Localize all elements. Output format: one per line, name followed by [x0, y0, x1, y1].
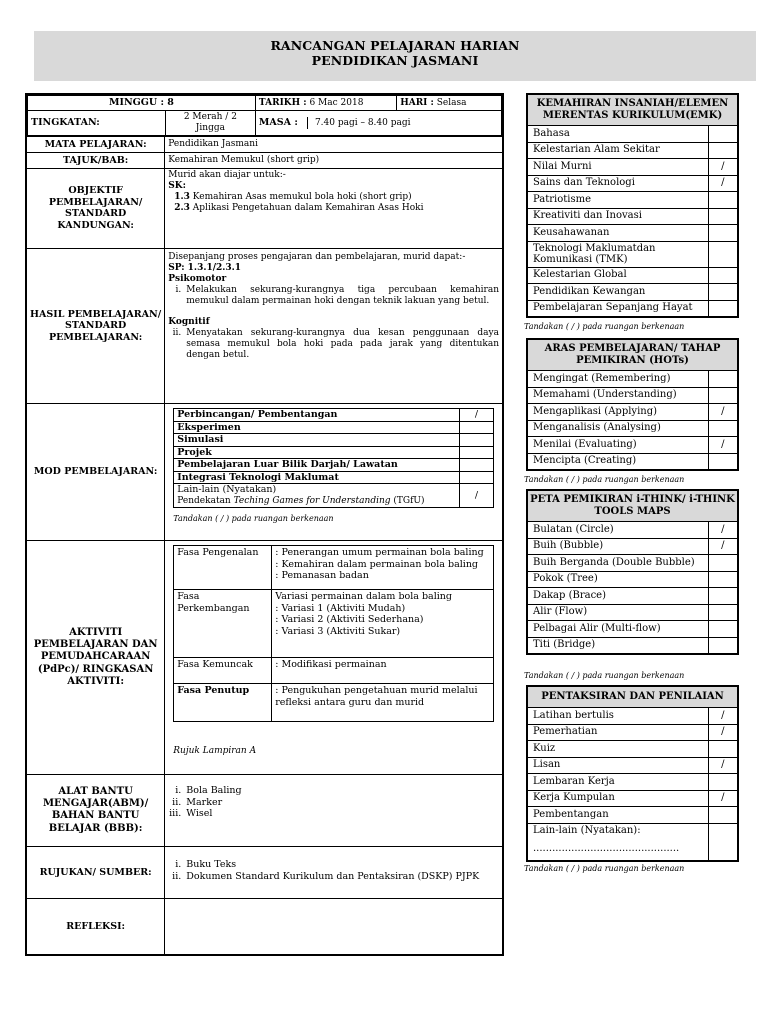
rujukan-content[interactable]	[165, 846, 503, 898]
hasil-label: HASIL PEMBELAJARAN/ STANDARD PEMBELAJARAN:	[26, 248, 165, 403]
emk-tick-cell[interactable]	[708, 208, 738, 225]
fasa-content[interactable]: Variasi permainan dalam bola baling : Variasi 1 (Aktiviti Mudah) : Variasi 2 (Aktiviti Sederhana) : Variasi 3 (Aktiviti Sukar)	[272, 589, 494, 657]
abm-item: ii. Marker	[172, 796, 223, 808]
masa-value: 7.40 pagi – 8.40 pagi	[314, 117, 411, 128]
pentaksiran-tick-cell[interactable]: /	[708, 708, 738, 725]
hasil-item-1: i. Melakukan sekurang-kurangnya tiga percubaan kemahiran memukul dalam permainan hoki dengan teknik lakuan yang betul.	[175, 284, 499, 306]
info-table	[27, 95, 502, 136]
objektif-intro: Murid akan diajar untuk:-	[168, 169, 286, 180]
abm-list	[168, 785, 499, 820]
emk-tick-cell[interactable]: /	[708, 159, 738, 176]
aktiviti-content	[165, 540, 503, 774]
objektif-sk: SK:	[168, 180, 186, 191]
ithink-table	[526, 489, 739, 655]
mod-tick-cell[interactable]	[460, 471, 494, 484]
pentaksiran-item: Pembentangan	[527, 807, 708, 824]
mod-tick-cell[interactable]	[460, 446, 494, 459]
ithink-tick-cell[interactable]	[708, 637, 738, 654]
mod-tick-cell[interactable]	[460, 434, 494, 447]
kognitif-heading: Kognitif	[168, 316, 210, 327]
ithink-item: Bulatan (Circle)	[527, 522, 708, 539]
abm-content[interactable]	[165, 774, 503, 846]
objektif-item: 1.3 Kemahiran Asas memukul bola hoki (short grip)	[174, 191, 412, 202]
hots-tick-cell[interactable]	[708, 371, 738, 388]
aktiviti-label: AKTIVITI PEMBELAJARAN DAN PEMUDAHCARAAN (PdPc)/ RINGKASAN AKTIVITI:	[26, 540, 165, 774]
hasil-item-2: ii. Menyatakan sekurang-kurangnya dua kesan penggunaan daya semasa memukul bola hoki pada pada jarak yang ditentukan dengan betul.	[172, 327, 499, 360]
emk-item: Pendidikan Kewangan	[527, 284, 708, 301]
tarikh-label: TARIKH :	[258, 97, 307, 108]
hots-tick-cell[interactable]: /	[708, 437, 738, 454]
title-line-1: RANCANGAN PELAJARAN HARIAN	[270, 38, 520, 53]
pentaksiran-item: Kuiz	[527, 741, 708, 758]
pentaksiran-tick-cell[interactable]	[708, 823, 738, 861]
pentaksiran-tick-cell[interactable]: /	[708, 757, 738, 774]
hots-item: Memahami (Understanding)	[527, 387, 708, 404]
objektif-item: 2.3 Aplikasi Pengetahuan dalam Kemahiran Asas Hoki	[174, 202, 424, 213]
emk-item: Bahasa	[527, 126, 708, 143]
emk-tick-cell[interactable]: /	[708, 175, 738, 192]
emk-item: Teknologi Maklumatdan Komunikasi (TMK)	[527, 241, 708, 267]
emk-note: Tandakan ( / ) pada ruangan berkenaan	[524, 322, 685, 331]
hari-value: Selasa	[436, 97, 467, 108]
tingkatan-value[interactable]: 2 Merah / 2 Jingga	[165, 111, 255, 136]
ithink-note: Tandakan ( / ) pada ruangan berkenaan	[524, 671, 685, 680]
hots-item: Mengingat (Remembering)	[527, 371, 708, 388]
hasil-sp: SP: 1.3.1/2.3.1	[168, 262, 242, 273]
ithink-tick-cell[interactable]	[708, 571, 738, 588]
tingkatan-label: TINGKATAN:	[28, 111, 166, 136]
fasa-name: Fasa Perkembangan	[174, 589, 272, 657]
ithink-header: PETA PEMIKIRAN i-THINK/ i-THINK TOOLS MAPS	[527, 490, 738, 522]
mod-item: Integrasi Teknologi Maklumat	[174, 471, 460, 484]
ithink-item: Buih Berganda (Double Bubble)	[527, 555, 708, 572]
ithink-item: Titi (Bridge)	[527, 637, 708, 654]
emk-table	[526, 93, 739, 318]
emk-item: Patriotisme	[527, 192, 708, 209]
mod-table	[173, 408, 494, 508]
refleksi-label: REFLEKSI:	[26, 898, 165, 955]
fasa-content[interactable]: : Pengukuhan pengetahuan murid melalui refleksi antara guru dan murid	[272, 683, 494, 721]
rujuk-lampiran: Rujuk Lampiran A	[173, 745, 257, 756]
ithink-item: Pokok (Tree)	[527, 571, 708, 588]
emk-tick-cell[interactable]	[708, 192, 738, 209]
objektif-label: OBJEKTIF PEMBELAJARAN/ STANDARD KANDUNGAN:	[26, 168, 165, 248]
hots-item: Menganalisis (Analysing)	[527, 420, 708, 437]
pentaksiran-item: Lisan	[527, 757, 708, 774]
hari-field[interactable]	[397, 96, 502, 111]
mod-tick-cell[interactable]	[460, 459, 494, 472]
mod-item: Pembelajaran Luar Bilik Darjah/ Lawatan	[174, 459, 460, 472]
hots-table	[526, 338, 739, 471]
mata-pelajaran-label: MATA PELAJARAN:	[26, 136, 165, 152]
mod-item: Eksperimen	[174, 421, 460, 434]
title-band	[34, 31, 756, 81]
pentaksiran-item: Latihan bertulis	[527, 708, 708, 725]
hots-tick-cell[interactable]: /	[708, 404, 738, 421]
ithink-tick-cell[interactable]	[708, 604, 738, 621]
emk-tick-cell[interactable]	[708, 126, 738, 143]
objektif-content[interactable]	[165, 168, 503, 248]
mod-label: MOD PEMBELAJARAN:	[26, 403, 165, 540]
pentaksiran-item: Kerja Kumpulan	[527, 790, 708, 807]
mod-note: Tandakan ( / ) pada ruangan berkenaan	[173, 513, 334, 523]
hots-item: Mencipta (Creating)	[527, 453, 708, 470]
mod-tick-cell[interactable]	[460, 421, 494, 434]
mod-tick-cell[interactable]: /	[460, 408, 494, 421]
hasil-intro: Disepanjang proses pengajaran dan pembelajaran, murid dapat:-	[168, 251, 466, 262]
hots-item: Menilai (Evaluating)	[527, 437, 708, 454]
pentaksiran-header: PENTAKSIRAN DAN PENILAIAN	[527, 686, 738, 708]
aktiviti-table	[173, 545, 494, 722]
emk-tick-cell[interactable]	[708, 267, 738, 284]
pentaksiran-table	[526, 685, 739, 862]
fasa-name: Fasa Penutup	[174, 683, 272, 721]
pentaksiran-tick-cell[interactable]	[708, 741, 738, 758]
rujukan-item: i. Buku Teks	[175, 858, 237, 870]
rujukan-list	[168, 859, 499, 882]
emk-item: Pembelajaran Sepanjang Hayat	[527, 300, 708, 317]
emk-tick-cell[interactable]	[708, 284, 738, 301]
pentaksiran-tick-cell[interactable]: /	[708, 790, 738, 807]
pentaksiran-item: Pemerhatian	[527, 724, 708, 741]
ithink-tick-cell[interactable]	[708, 621, 738, 638]
pentaksiran-tick-cell[interactable]	[708, 774, 738, 791]
refleksi-content[interactable]	[165, 898, 503, 955]
hots-tick-cell[interactable]	[708, 453, 738, 470]
mod-content	[165, 403, 503, 540]
abm-item: i. Bola Baling	[175, 784, 242, 796]
fasa-content[interactable]: : Modifikasi permainan	[272, 657, 494, 683]
rph-main-table	[25, 93, 504, 956]
pentaksiran-lain[interactable]: Lain-lain (Nyatakan): ..............................................	[527, 823, 708, 861]
hots-note: Tandakan ( / ) pada ruangan berkenaan	[524, 475, 685, 484]
hots-item: Mengaplikasi (Applying)	[527, 404, 708, 421]
ithink-item: Buih (Bubble)	[527, 538, 708, 555]
abm-label: ALAT BANTU MENGAJAR(ABM)/ BAHAN BANTU BELAJAR (BBB):	[26, 774, 165, 846]
emk-item: Sains dan Teknologi	[527, 175, 708, 192]
emk-tick-cell[interactable]	[708, 225, 738, 242]
ithink-item: Pelbagai Alir (Multi-flow)	[527, 621, 708, 638]
pentaksiran-tick-cell[interactable]	[708, 807, 738, 824]
title-line-2: PENDIDIKAN JASMANI	[311, 53, 479, 69]
hasil-content[interactable]	[165, 248, 503, 403]
ithink-tick-cell[interactable]	[708, 555, 738, 572]
ithink-tick-cell[interactable]: /	[708, 522, 738, 539]
mod-item: Projek	[174, 446, 460, 459]
masa-label: MASA :	[256, 117, 308, 129]
mod-tick-cell[interactable]: /	[460, 484, 494, 508]
emk-item: Nilai Murni	[527, 159, 708, 176]
tarikh-value: 6 Mac 2018	[309, 97, 364, 108]
emk-item: Kelestarian Global	[527, 267, 708, 284]
ithink-tick-cell[interactable]: /	[708, 538, 738, 555]
mod-item: Perbincangan/ Pembentangan	[174, 408, 460, 421]
pentaksiran-tick-cell[interactable]: /	[708, 724, 738, 741]
ithink-tick-cell[interactable]	[708, 588, 738, 605]
ithink-item: Dakap (Brace)	[527, 588, 708, 605]
mod-item: Simulasi	[174, 434, 460, 447]
mata-pelajaran-value[interactable]: Pendidikan Jasmani	[165, 136, 503, 152]
emk-item: Kreativiti dan Inovasi	[527, 208, 708, 225]
abm-item: iii. Wisel	[169, 808, 213, 820]
ithink-item: Alir (Flow)	[527, 604, 708, 621]
emk-item: Keusahawanan	[527, 225, 708, 242]
tajuk-value[interactable]: Kemahiran Memukul (short grip)	[165, 152, 503, 168]
hots-tick-cell[interactable]	[708, 420, 738, 437]
minggu-field[interactable]: MINGGU : 8	[28, 96, 256, 111]
hari-label: HARI :	[400, 97, 434, 108]
pentaksiran-item: Lembaran Kerja	[527, 774, 708, 791]
emk-tick-cell[interactable]	[708, 142, 738, 159]
emk-tick-cell[interactable]	[708, 300, 738, 317]
hots-tick-cell[interactable]	[708, 387, 738, 404]
emk-tick-cell[interactable]	[708, 241, 738, 267]
rujukan-item: ii. Dokumen Standard Kurikulum dan Pentaksiran (DSKP) PJPK	[172, 870, 480, 882]
fasa-content[interactable]: : Penerangan umum permainan bola baling : Kemahiran dalam permainan bola baling : Pemanasan badan	[272, 545, 494, 589]
rujukan-label: RUJUKAN/ SUMBER:	[26, 846, 165, 898]
psikomotor-heading: Psikomotor	[168, 273, 227, 284]
pentaksiran-note: Tandakan ( / ) pada ruangan berkenaan	[524, 864, 685, 873]
fasa-name: Fasa Pengenalan	[174, 545, 272, 589]
emk-header: KEMAHIRAN INSANIAH/ELEMEN MERENTAS KURIKULUM(EMK)	[527, 94, 738, 126]
fasa-name: Fasa Kemuncak	[174, 657, 272, 683]
hots-header: ARAS PEMBELAJARAN/ TAHAP PEMIKIRAN (HOTs)	[527, 339, 738, 371]
masa-field[interactable]	[255, 111, 501, 136]
tarikh-field[interactable]	[255, 96, 396, 111]
tajuk-label: TAJUK/BAB:	[26, 152, 165, 168]
mod-item-lain: Lain-lain (Nyatakan) Pendekatan Teching Games for Understanding (TGfU)	[174, 484, 460, 508]
emk-item: Kelestarian Alam Sekitar	[527, 142, 708, 159]
